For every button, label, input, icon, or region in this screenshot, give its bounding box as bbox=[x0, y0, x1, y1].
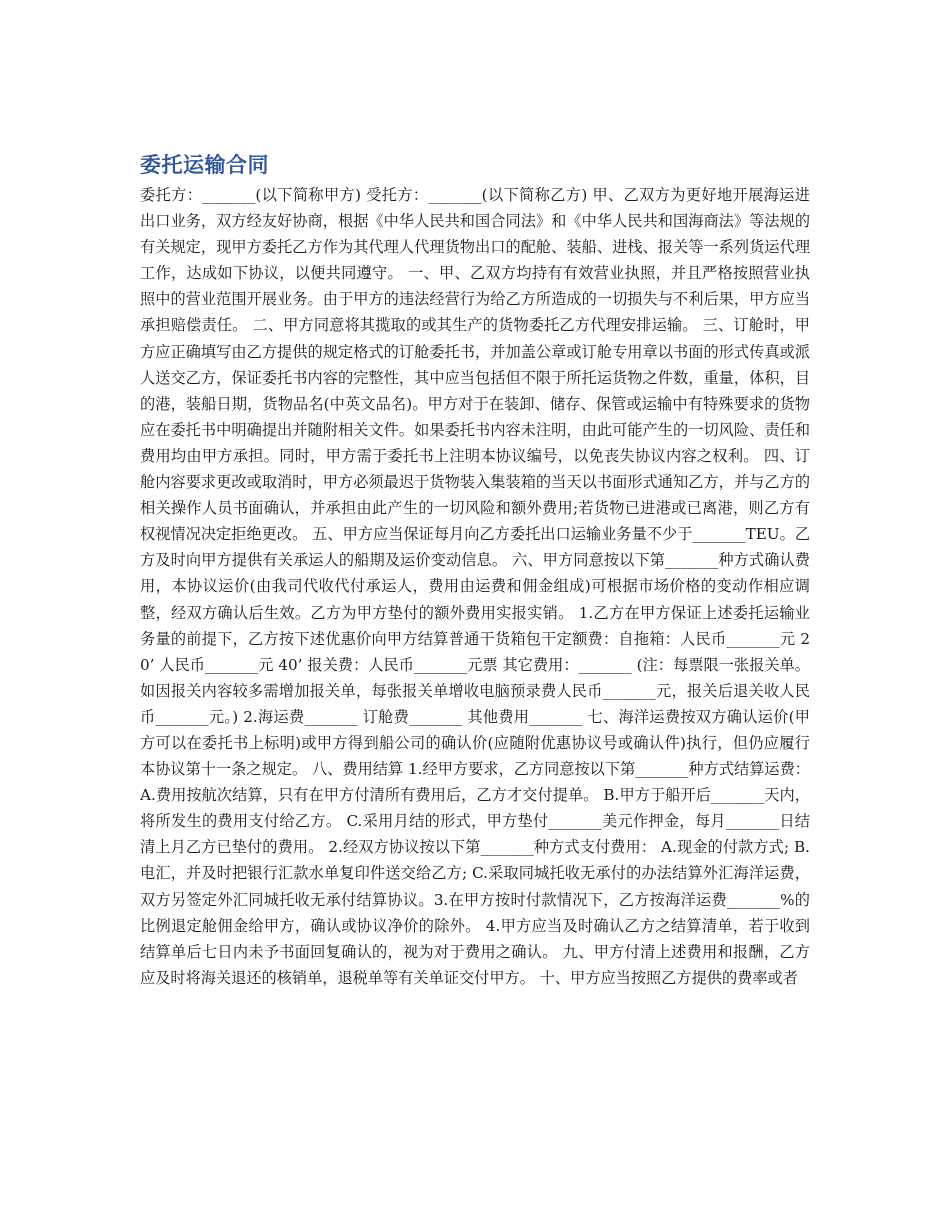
contract-body-text: 委托方：_______(以下简称甲方) 受托方：_______(以下简称乙方) 甲、乙双方为更好地开展海运进出口业务，双方经友好协商，根据《中华人民共和国合同法》和《中华人民共和国海商法》等法规的有关规定，现甲方委托乙方作为其代理人代理货物出口的配舱、装船、进栈、报关等一系列货运代理工作，达成如下协议，以便共同遵守。 一、甲、乙双方均持有有效营业执照，并且严格按照营业执照中的营业范围开展业务。由于甲方的违法经营行为给乙方所造成的一切损失与不利后果，甲方应当承担赔偿责任。 二、甲方同意将其揽取的或其生产的货物委托乙方代理安排运输。 三、订舱时，甲方应正确填写由乙方提供的规定格式的订舱委托书，并加盖公章或订舱专用章以书面的形式传真或派人送交乙方，保证委托书内容的完整性，其中应当包括但不限于所托运货物之件数，重量，体积，目的港，装船日期，货物品名(中英文品名)。甲方对于在装卸、储存、保管或运输中有特殊要求的货物应在委托书中明确提出并随附相关文件。如果委托书内容未注明，由此可能产生的一切风险、责任和费用均由甲方承担。同时，甲方需于委托书上注明本协议编号，以免丧失协议内容之权利。 四、订舱内容要求更改或取消时，甲方必须最迟于货物装入集装箱的当天以书面形式通知乙方，并与乙方的相关操作人员书面确认，并承担由此产生的一切风险和额外费用;若货物已进港或已离港，则乙方有权视情况决定拒绝更改。 五、甲方应当保证每月向乙方委托出口运输业务量不少于_______TEU。乙方及时向甲方提供有关承运人的船期及运价变动信息。 六、甲方同意按以下第_______种方式确认费用，本协议运价(由我司代收代付承运人，费用由运费和佣金组成)可根据市场价格的变动作相应调整，经双方确认后生效。乙方为甲方垫付的额外费用实报实销。 1.乙方在甲方保证上述委托运输业务量的前提下，乙方按下述优惠价向甲方结算普通干货箱包干定额费：自拖箱：人民币_______元 20’ 人民币_______元 40’ 报关费：人民币_______元票 其它费用：_______ (注：每票限一张报关单。如因报关内容较多需增加报关单，每张报关单增收电脑预录费人民币_______元，报关后退关收人民币_______元。) 2.海运费_______ 订舱费_______ 其他费用_______ 七、海洋运费按双方确认运价(甲方可以在委托书上标明)或甲方得到船公司的确认价(应随附优惠协议号或确认件)执行，但仍应履行本协议第十一条之规定。 八、费用结算 1.经甲方要求，乙方同意按以下第_______种方式结算运费：A.费用按航次结算，只有在甲方付清所有费用后，乙方才交付提单。 B.甲方于船开后_______天内，将所发生的费用支付给乙方。 C.采用月结的形式，甲方垫付_______美元作押金，每月_______日结清上月乙方已垫付的费用。 2.经双方协议按以下第_______种方式支付费用： A.现金的付款方式; B.电汇，并及时把银行汇款水单复印件送交给乙方; C.采取同城托收无承付的办法结算外汇海洋运费，双方另签定外汇同城托收无承付结算协议。3.在甲方按时付款情况下，乙方按海洋运费_______%的比例退定舱佣金给甲方，确认或协议净价的除外。 4.甲方应当及时确认乙方之结算清单，若于收到结算单后七日内未予书面回复确认的，视为对于费用之确认。 九、甲方付清上述费用和报酬，乙方应及时将海关退还的核销单，退税单等有关单证交付甲方。 十、甲方应当按照乙方提供的费率或者 bbox=[140, 186, 810, 987]
document-title: 委托运输合同 bbox=[140, 153, 269, 177]
